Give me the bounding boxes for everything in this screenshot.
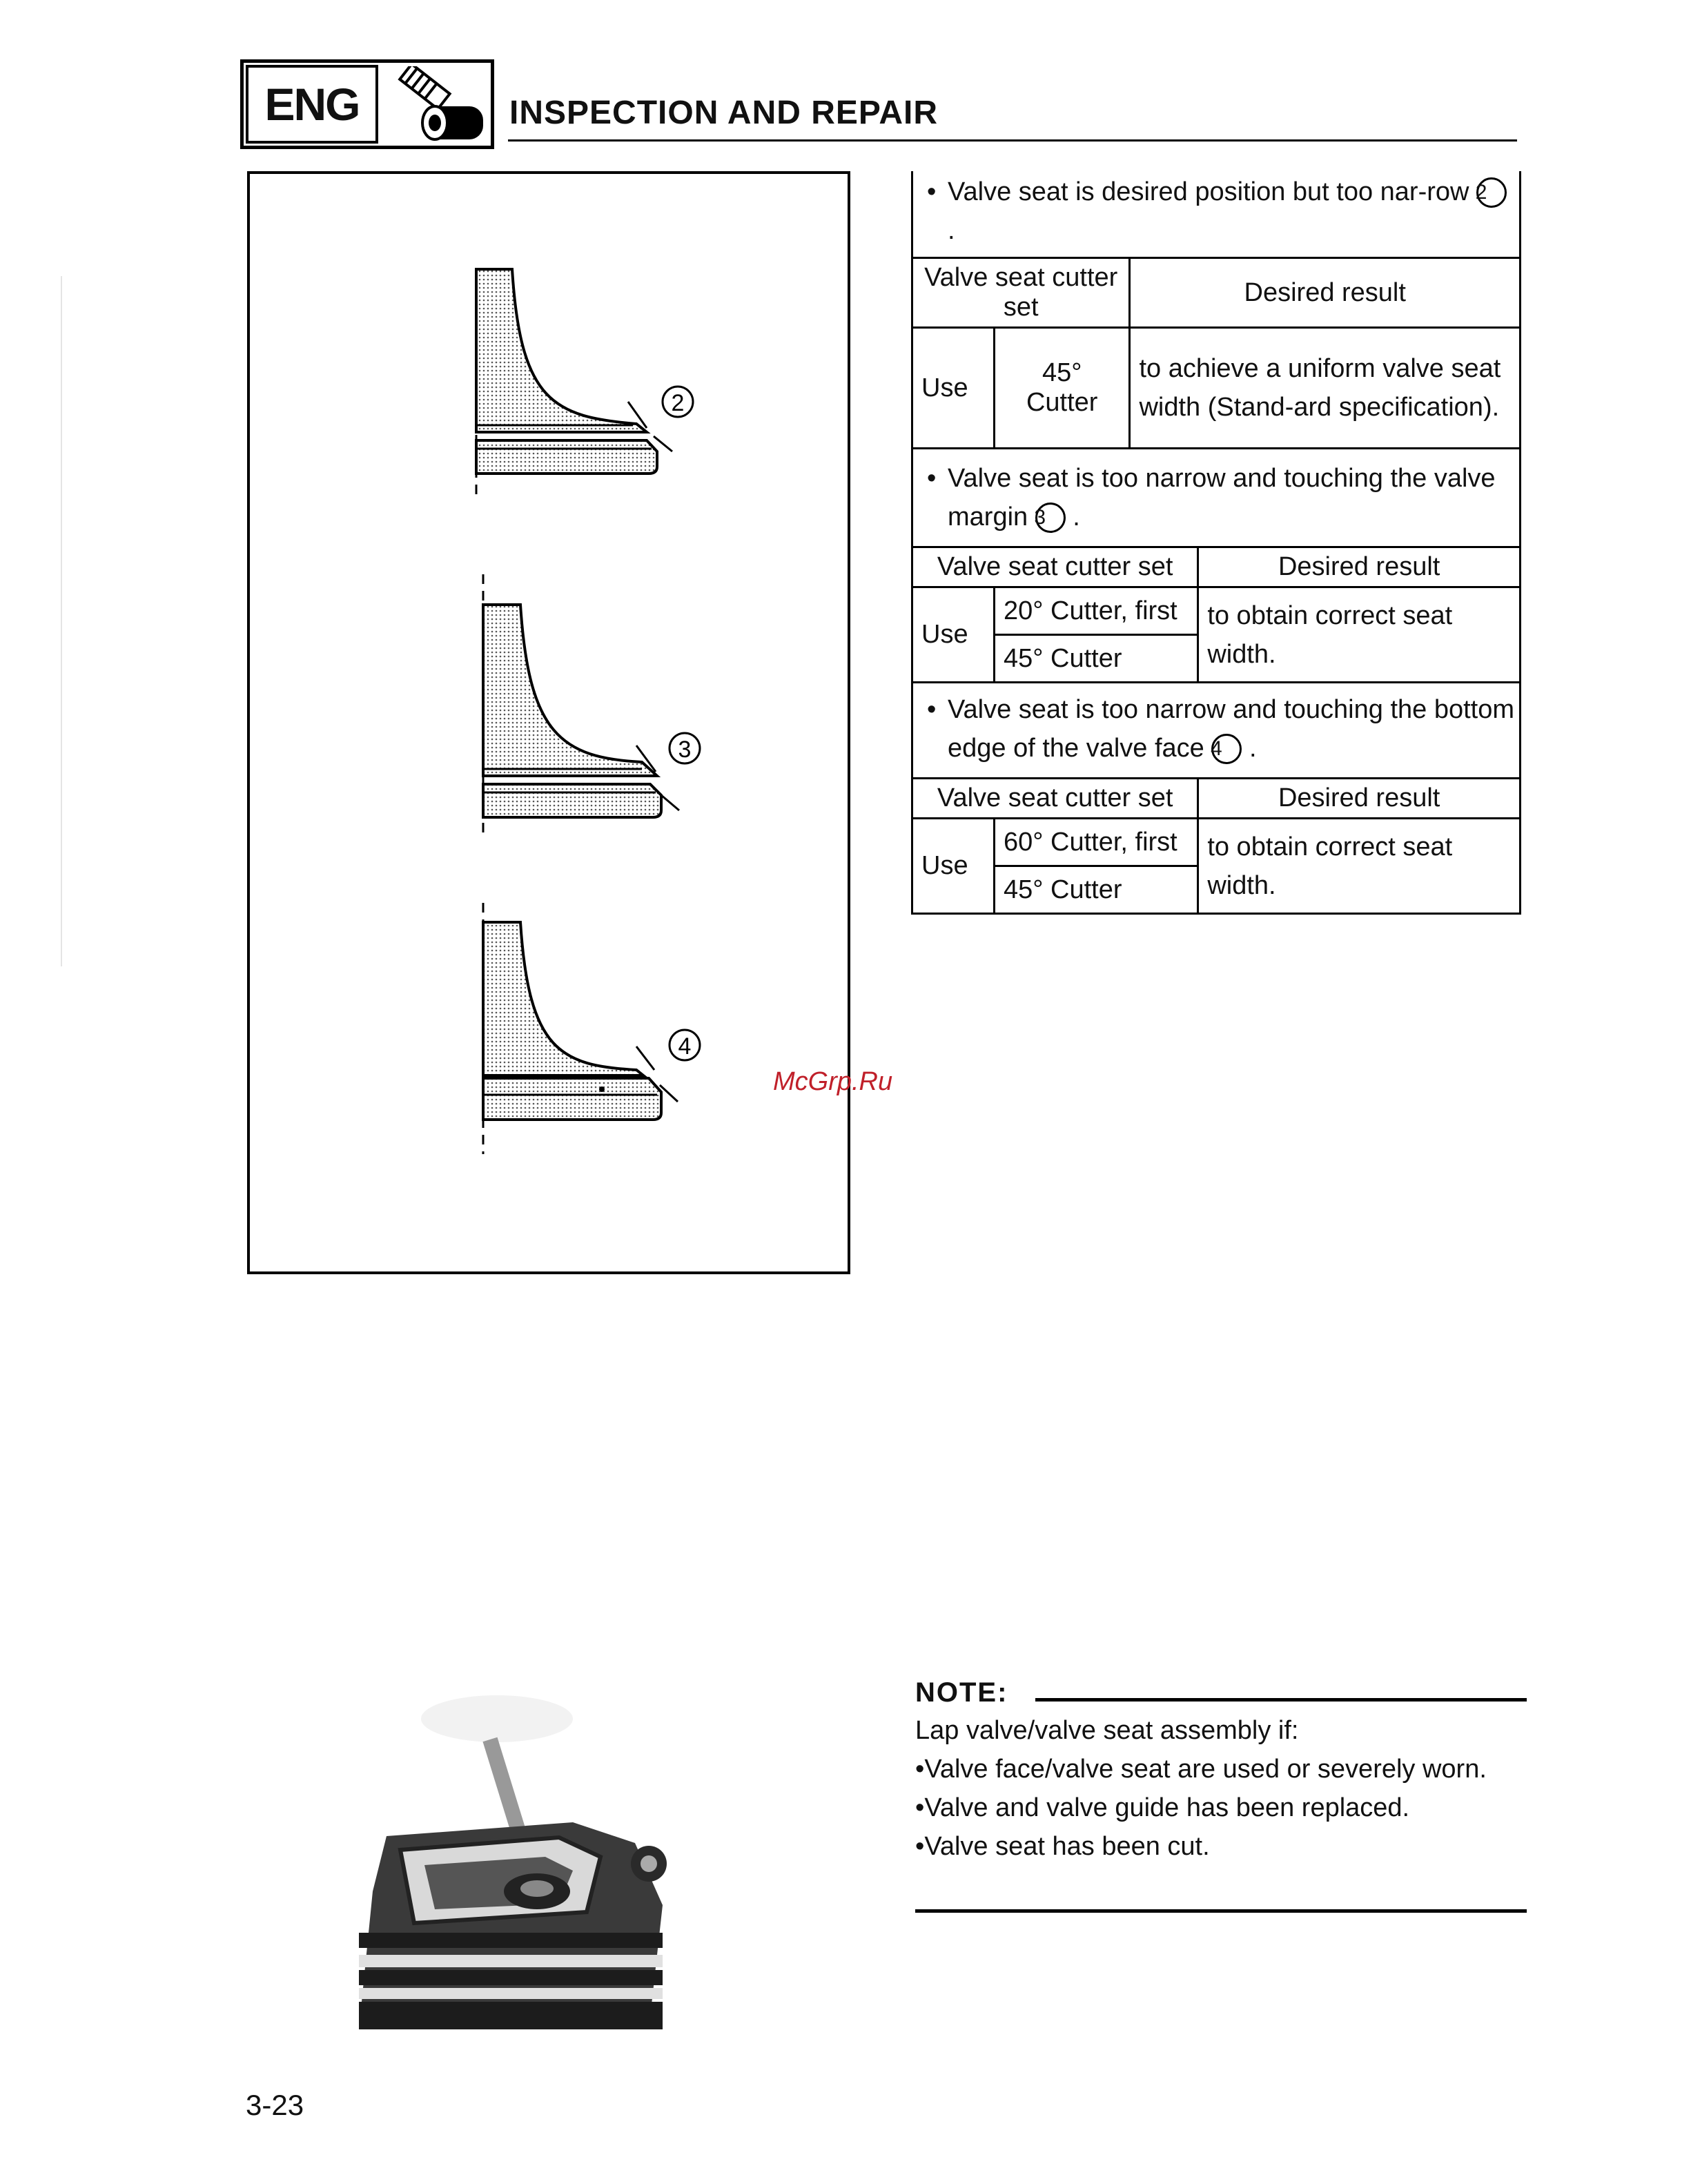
result-cell: to achieve a uniform valve seat width (Stand-ard specification).: [1130, 328, 1521, 449]
case-4-text: Valve seat is too narrow and touching the bottom edge of the valve face: [948, 695, 1515, 763]
use-label: Use: [912, 819, 995, 914]
case-4-block: [911, 683, 1521, 777]
valve-diagram-3: [483, 574, 700, 837]
case-4-bullet: • Valve seat is too narrow and touching the bottom edge of the valve face 4 .: [920, 690, 1519, 768]
cutter-cell: 45° Cutter: [995, 328, 1130, 449]
cutter-cell-second: 45° Cutter: [995, 635, 1198, 683]
cutter-tables: [911, 171, 1521, 915]
result-cell: to obtain correct seat width.: [1198, 587, 1521, 683]
cylinder-head-photo: [359, 1684, 676, 2029]
callout-4: 4: [678, 1033, 692, 1060]
case-2-table: [911, 257, 1521, 449]
callout-3: 3: [678, 737, 692, 763]
page-title: INSPECTION AND REPAIR: [509, 95, 939, 131]
bullet-dot: •: [915, 1793, 925, 1822]
case-3-bullet: • Valve seat is too narrow and touching the valve margin 3 .: [920, 459, 1519, 536]
callout-2: 2: [671, 390, 685, 416]
col-header-cutter: Valve seat cutter set: [912, 547, 1198, 587]
case-3-table: [911, 546, 1521, 683]
col-header-result: Desired result: [1130, 258, 1521, 328]
case-2-text: Valve seat is desired position but too nar-row: [948, 177, 1469, 206]
cutter-cell-first: 20° Cutter, first: [995, 587, 1198, 635]
result-cell: to obtain correct seat width.: [1198, 819, 1521, 914]
note-block: [915, 1677, 1527, 1866]
case-3-callout: 3: [1035, 503, 1066, 533]
case-3-text: Valve seat is too narrow and touching the valve margin: [948, 464, 1496, 532]
cutter-cell-first: 60° Cutter, first: [995, 819, 1198, 866]
case-2-callout: 2: [1476, 177, 1507, 208]
valve-diagram-2: [476, 269, 693, 498]
note-label: NOTE:: [915, 1677, 1008, 1708]
note-item: [915, 1750, 1527, 1788]
case-4-callout: 4: [1211, 734, 1242, 764]
use-label: Use: [912, 328, 995, 449]
case-4-table: [911, 777, 1521, 915]
valve-seat-figure: [247, 171, 850, 1274]
col-header-result: Desired result: [1198, 547, 1521, 587]
col-header-cutter: Valve seat cutter set: [912, 258, 1130, 328]
bullet-dot: •: [915, 1832, 925, 1861]
note-intro: Lap valve/valve seat assembly if:: [915, 1716, 1299, 1745]
section-code: ENG: [246, 65, 378, 144]
col-header-cutter: Valve seat cutter set: [912, 779, 1198, 819]
bullet-dot: •: [915, 1755, 925, 1784]
case-2-bullet: • Valve seat is desired position but too nar-row 2 .: [920, 173, 1519, 250]
use-label: Use: [912, 587, 995, 683]
bullet-dot: •: [927, 695, 937, 724]
scan-edge-line: [61, 276, 62, 966]
valve-seat-diagrams: [250, 174, 848, 1271]
header-rule: [508, 139, 1517, 142]
col-header-result: Desired result: [1198, 779, 1521, 819]
bullet-dot: •: [927, 177, 937, 206]
page-number: 3-23: [246, 2089, 304, 2121]
note-item: [915, 1827, 1527, 1866]
engine-wrench-icon: [384, 66, 489, 144]
note-bottom-rule: [915, 1909, 1527, 1913]
case-3-block: [911, 449, 1521, 546]
watermark: McGrp.Ru: [773, 1067, 893, 1096]
note-item: [915, 1788, 1527, 1827]
case-2-block: [911, 171, 1521, 259]
bullet-dot: •: [927, 464, 937, 493]
note-item-text: Valve face/valve seat are used or severely worn.: [924, 1755, 1487, 1784]
note-item-text: Valve seat has been cut.: [924, 1832, 1210, 1861]
cutter-cell-second: 45° Cutter: [995, 866, 1198, 914]
valve-diagram-4: [483, 903, 700, 1154]
note-item-text: Valve and valve guide has been replaced.: [924, 1793, 1410, 1822]
